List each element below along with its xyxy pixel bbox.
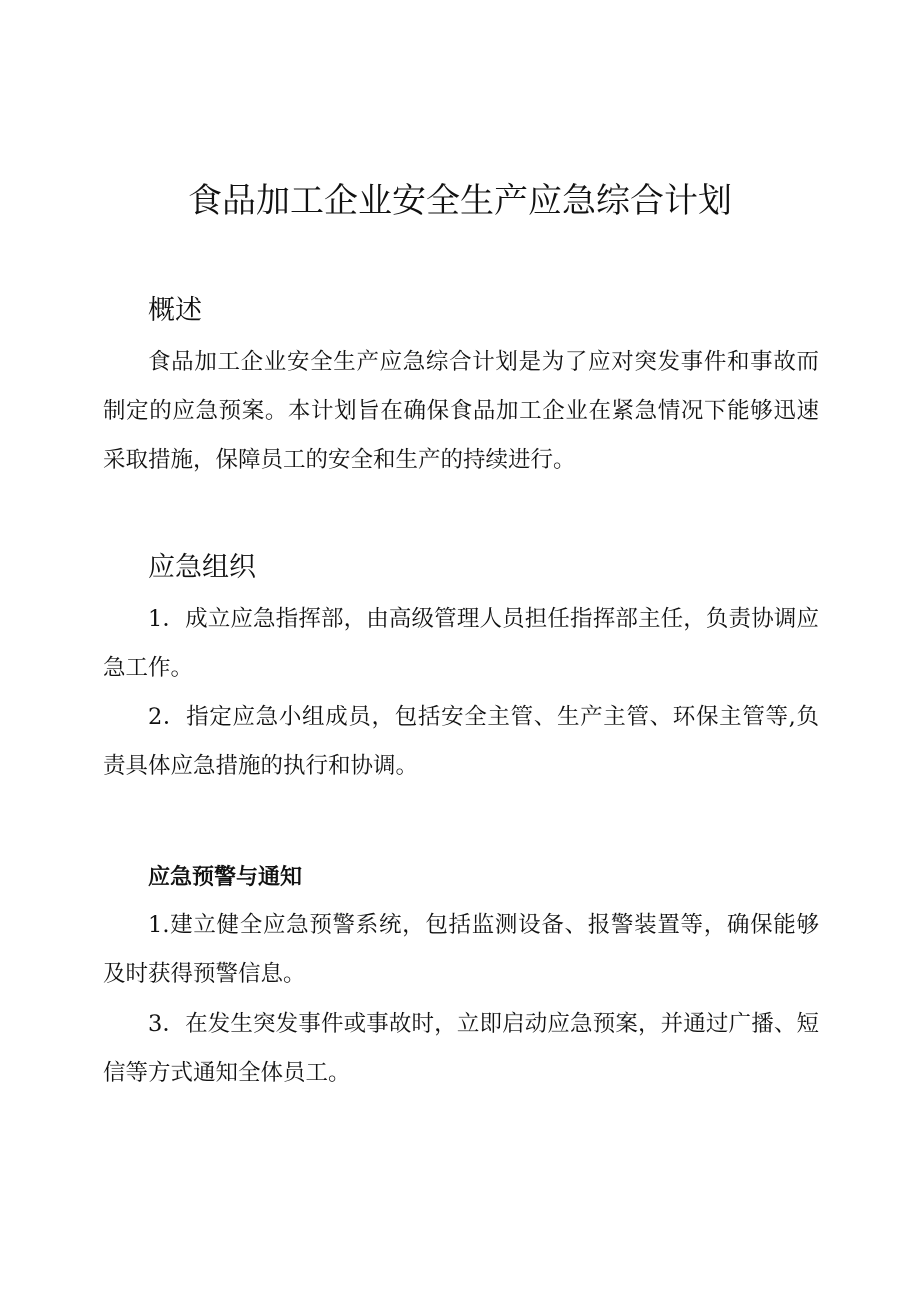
- section-heading-overview: 概述: [148, 295, 202, 326]
- organization-item-1: 1．成立应急指挥部，由高级管理人员担任指挥部主任，负责协调应急工作。: [103, 606, 819, 681]
- document-title: 食品加工企业安全生产应急综合计划: [188, 181, 732, 221]
- section-heading-emergency-organization: 应急组织: [148, 552, 256, 583]
- warning-item-1: 1.建立健全应急预警系统，包括监测设备、报警装置等，确保能够及时获得预警信息。: [103, 912, 819, 987]
- warning-item-3: 3．在发生突发事件或事故时，立即启动应急预案，并通过广播、短信等方式通知全体员工。: [103, 1011, 819, 1086]
- section-heading-warning-notification: 应急预警与通知: [148, 864, 303, 890]
- organization-item-2: 2．指定应急小组成员，包括安全主管、生产主管、环保主管等,负责具体应急措施的执行和协调。: [103, 704, 819, 779]
- overview-paragraph: 食品加工企业安全生产应急综合计划是为了应对突发事件和事故而制定的应急预案。本计划旨在确保食品加工企业在紧急情况下能够迅速采取措施，保障员工的安全和生产的持续进行。: [103, 349, 819, 473]
